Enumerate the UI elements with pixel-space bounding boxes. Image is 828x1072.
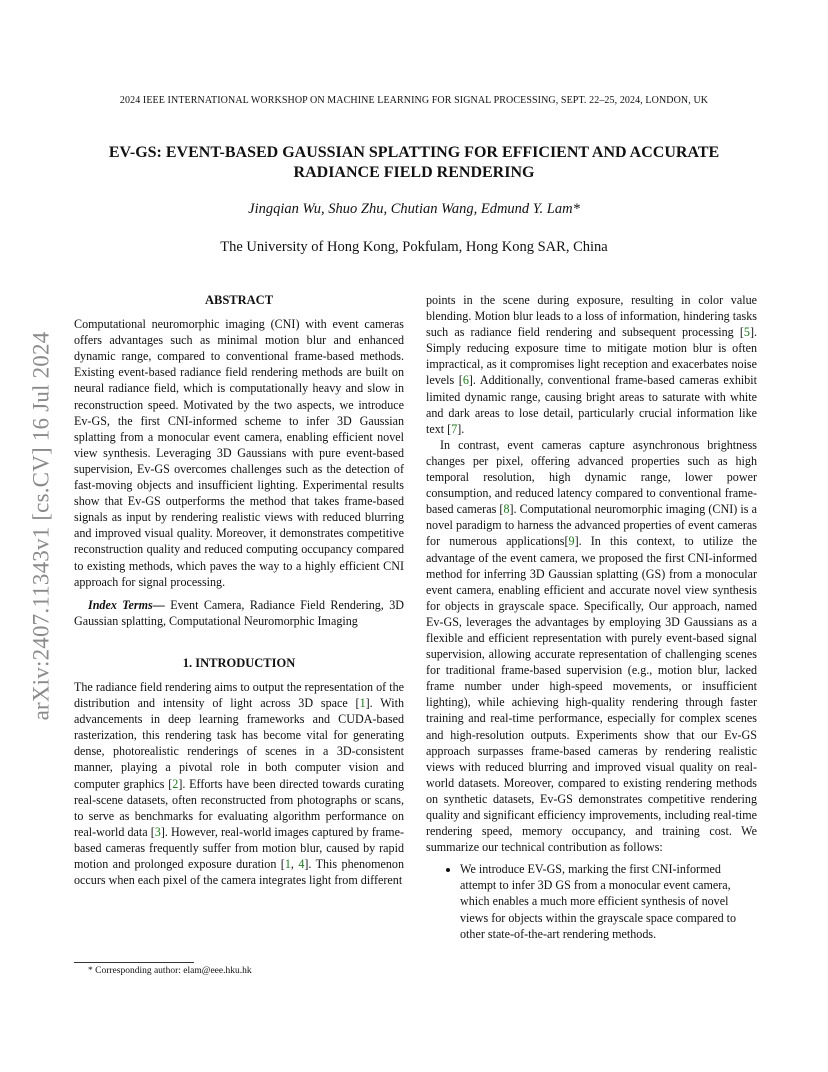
arxiv-stamp [24,296,58,756]
contribution-item: • We introduce EV-GS, marking the first CNI-informed attempt to infer 3D GS from a monocular event camera, which enables a much more efficient synthesis of novel views for objects within the grayscale space compared to other state-of-the-art rendering methods. [460,861,757,941]
arxiv-stamp-text: arXiv:2407.11343v1 [cs.CV] 16 Jul 2024 [28,331,53,721]
citation-link[interactable]: 3 [154,824,161,839]
abstract-heading: ABSTRACT [204,293,274,307]
citation-link[interactable]: 8 [503,502,510,517]
citation-link[interactable]: 5 [743,325,750,340]
intro-paragraph-1 [74,679,404,888]
footnote-divider [74,962,194,963]
text-run: ]. [457,421,465,436]
citation-link[interactable]: 9 [568,534,575,549]
text-run: points in the scene during exposure, resulting in color value blending. Motion blur leads to a loss of information, hindering tasks such as radiance field rendering and subsequent processing [ [426,293,757,340]
text-run: The radiance field rendering aims to output the representation of the distribution and intensity of light across 3D space [ [74,679,404,711]
citation-link[interactable]: 6 [462,373,469,388]
contribution-list [426,861,757,941]
left-column [74,292,404,888]
conference-header: 2024 IEEE INTERNATIONAL WORKSHOP ON MACHINE LEARNING FOR SIGNAL PROCESSING, SEPT. 22–25, 2024, LONDON, UK [119,95,709,106]
text-run: ]. In this context, to utilize the advantage of the event camera, we proposed the first CNI-informed method for inferring 3D Gaussian splatting (GS) from a monocular event camera, enabling efficient and accurate novel view synthesis for objects in grayscale space. Specifically, Our approach, named Ev-GS, leverages the advantages by employing 3D Gaussians as a flexible and efficient representation with purely event-based signal supervision, allowing accurate representation of challenging scenes for traditional frame-based supervision (e.g., motion blur, lacked frame number under high-speed movements, or insufficient lighting), while achieving high-quality rendering through faster training and real-time performance, especially for complex scenes and high-resolution outputs. Experiments show that our Ev-GS approach surpasses frame-based cameras by rendering realistic views with reduced blurring and improved visual quality on real-world datasets. Moreover, compared to existing rendering methods on synthetic datasets, Ev-GS demonstrates competitive rendering quality and significant efficiency improvements, including real-time rendering speed, memory occupancy, and training cost. We summarize our technical contribution as follows: [426,534,757,855]
index-terms [74,597,404,629]
text-run: ]. Simply reducing exposure time to mitigate motion blur is often impractical, as it compromises light reception and exacerbates noise levels [ [426,325,757,388]
text-run: In contrast, event cameras capture asynchronous brightness changes per pixel, offering advanced properties such as high temporal resolution, high dynamic range, lower power consumption, and reduced latency compared to conventional frame-based cameras [ [426,437,757,517]
intro-paragraph-1-continued [426,292,757,437]
introduction-heading: 1. INTRODUCTION [182,655,296,670]
text-run: ]. This phenomenon occurs when each pixel of the camera integrates light from different [74,857,404,888]
text-run: ]. Efforts have been directed towards curating real-scene datasets, often reconstructed from photographs or scans, to serve as benchmarks for evaluating algorithm performance on real-world data [ [74,776,405,839]
index-terms-text: Event Camera, Radiance Field Rendering, 3D Gaussian splatting, Computational Neuromorphic Imaging [74,597,404,628]
text-run: ]. Additionally, conventional frame-based cameras exhibit limited dynamic range, causing bright areas to saturate with white and dark areas to lose detail, particularly crucial information like text [ [426,373,757,436]
author-list: Jingqian Wu, Shuo Zhu, Chutian Wang, Edmund Y. Lam* [248,201,580,217]
footnote: * Corresponding author: elam@eee.hku.hk [88,966,252,976]
text-run: ]. However, real-world images captured by frame-based cameras frequently suffer from motion blur, caused by rapid motion and prolonged exposure duration [ [74,824,404,871]
text-run: ]. Computational neuromorphic imaging (CNI) is a novel paradigm to harness the advanced properties of event cameras for numerous applications[ [426,502,757,549]
paper-title: EV-GS: EVENT-BASED GAUSSIAN SPLATTING FOR EFFICIENT AND ACCURATE RADIANCE FIELD RENDERING [108,144,720,181]
abstract-text: Computational neuromorphic imaging (CNI) with event cameras offers advantages such as minimal motion blur and enhanced dynamic range, compared to conventional frame-based methods. Existing event-based radiance field rendering methods are built on neural radiance field, which is computationally heavy and slow in reconstruction speed. Motivated by the two aspects, we introduce Ev-GS, the first CNI-informed scheme to infer 3D Gaussian splatting from a monocular event camera, enabling efficient novel view synthesis. Leveraging 3D Gaussians with pure event-based supervision, Ev-GS overcomes challenges such as the detection of fast-moving objects and insufficient lighting. Experimental results show that Ev-GS outperforms the method that takes frame-based signals as input by rendering realistic views with reduced blurring and improved visual quality. Moreover, it demonstrates competitive reconstruction quality and reduced computing occupancy compared to existing methods, which paves the way to a highly efficient CNI approach for signal processing. [74,317,404,589]
index-terms-label: Index Terms— [88,597,165,612]
text-run: , [290,857,299,871]
citation-link[interactable]: 4 [298,857,305,871]
citation-link[interactable]: 7 [451,421,458,436]
text-run: ]. With advancements in deep learning frameworks and CUDA-based rasterization, this rendering task has become vital for generating dense, photorealistic renderings of scenes in a 3D-consistent manner, playing a pivotal role in both computer vision and computer graphics [ [74,696,404,791]
citation-link[interactable]: 2 [172,776,179,791]
right-column [426,292,757,942]
citation-link[interactable]: 1 [284,857,291,871]
citation-link[interactable]: 1 [359,696,366,711]
affiliation: The University of Hong Kong, Pokfulam, Hong Kong SAR, China [220,239,608,255]
intro-paragraph-2 [426,437,757,855]
